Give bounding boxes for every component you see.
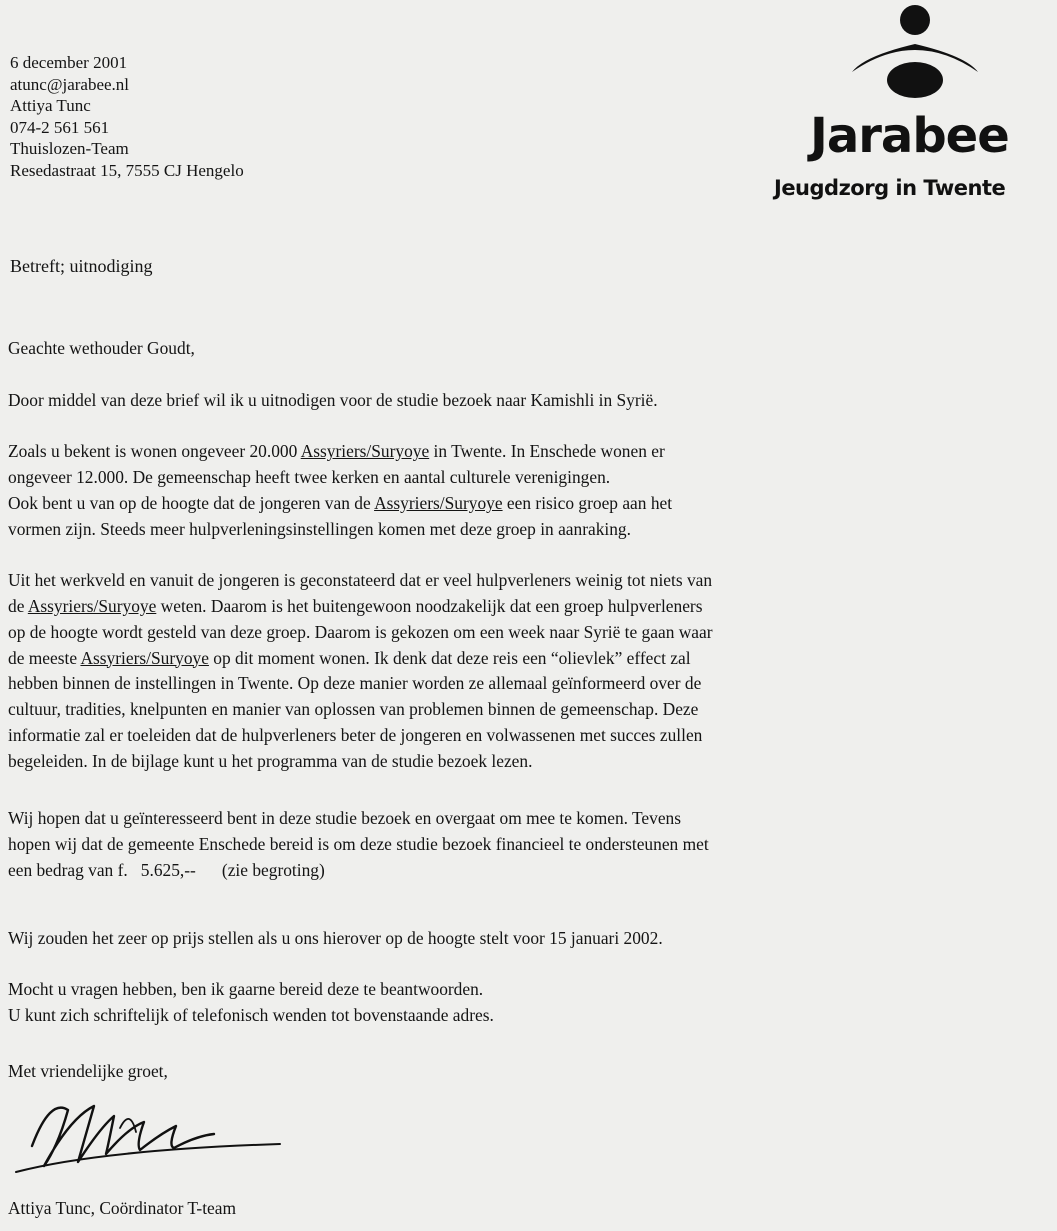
text-line: op de hoogte wordt gesteld van deze groep. Daarom is gekozen om een week naar Syrië te gaan waar: [8, 621, 713, 642]
sender-address: Resedastraat 15, 7555 CJ Hengelo: [10, 160, 244, 180]
underlined-term: Assyriers/Suryoye: [374, 492, 503, 513]
handwritten-signature: [10, 1088, 290, 1188]
text-line: vormen zijn. Steeds meer hulpverleningsinstellingen komen met deze groep in aanraking.: [8, 518, 631, 539]
text-line: de meeste Assyriers/Suryoye op dit moment wonen. Ik denk dat deze reis een “olievlek” effect zal: [8, 647, 691, 668]
letter-body: [8, 336, 998, 1084]
text-line: informatie zal er toeleiden dat de hulpverleners beter de jongeren en volwassenen met succes zullen: [8, 724, 703, 745]
logo-wordmark: Jarabee: [810, 108, 1009, 164]
underlined-term: Assyriers/Suryoye: [80, 647, 209, 668]
text-line: de Assyriers/Suryoye weten. Daarom is het buitengewoon noodzakelijk dat een groep hulpverleners: [8, 595, 703, 616]
signer-name: Attiya Tunc, Coördinator T-team: [8, 1198, 237, 1218]
letter-date: 6 december 2001: [10, 53, 128, 72]
text-line: begeleiden. In de bijlage kunt u het programma van de studie bezoek lezen.: [8, 750, 533, 771]
underlined-term: Assyriers/Suryoye: [27, 595, 157, 616]
closing-greeting: Met vriendelijke groet,: [8, 1060, 168, 1081]
paragraph-motivation: [8, 568, 998, 774]
paragraph-deadline: Wij zouden het zeer op prijs stellen als u ons hierover op de hoogte stelt voor 15 januari 2002.: [8, 927, 663, 948]
text-line: ongeveer 12.000. De gemeenschap heeft twee kerken en aantal culturele verenigingen.: [8, 466, 611, 487]
sender-name: Attiya Tunc: [10, 96, 91, 116]
sender-email: atunc@jarabee.nl: [10, 74, 130, 94]
paragraph-funding: [8, 806, 998, 883]
salutation: Geachte wethouder Goudt,: [8, 338, 195, 358]
paragraph-invitation: Door middel van deze brief wil ik u uitnodigen voor de studie bezoek naar Kamishli in Syrië.: [8, 389, 658, 410]
text-line: Zoals u bekent is wonen ongeveer 20.000 Assyriers/Suryoye in Twente. In Enschede wonen er: [8, 441, 665, 462]
text-line: Mocht u vragen hebben, ben ik gaarne bereid deze te beantwoorden.: [8, 979, 484, 1000]
sender-block: [10, 52, 244, 182]
text-line: een bedrag van f. 5.625,-- (zie begroting): [8, 859, 325, 880]
paragraph-community: [8, 439, 998, 542]
subject-line: Betreft; uitnodiging: [10, 256, 153, 276]
underlined-term: Assyriers/Suryoye: [300, 441, 430, 462]
text-line: Wij hopen dat u geïnteresseerd bent in deze studie bezoek en overgaat om mee te komen. Tevens: [8, 808, 682, 829]
text-line: hebben binnen de instellingen in Twente. Op deze manier worden ze allemaal geïnformeerd over de: [8, 673, 702, 694]
text-line: Ook bent u van op de hoogte dat de jongeren van de Assyriers/Suryoye een risico groep aan het: [8, 492, 673, 513]
jarabee-figure-icon: [770, 0, 1057, 110]
paragraph-questions: [8, 977, 998, 1029]
jarabee-logo: [770, 0, 1057, 215]
text-line: U kunt zich schriftelijk of telefonisch wenden tot bovenstaande adres.: [8, 1004, 494, 1025]
logo-tagline: Jeugdzorg in Twente: [774, 176, 1006, 200]
text-line: cultuur, tradities, knelpunten en manier van oplossen van problemen binnen de gemeenschap. Deze: [8, 699, 699, 720]
text-line: hopen wij dat de gemeente Enschede bereid is om deze studie bezoek financieel te ondersteunen met: [8, 834, 709, 855]
sender-phone: 074-2 561 561: [10, 117, 110, 137]
sender-team: Thuislozen-Team: [10, 139, 129, 159]
text-line: Uit het werkveld en vanuit de jongeren is geconstateerd dat er veel hulpverleners weinig tot niets van: [8, 570, 713, 591]
